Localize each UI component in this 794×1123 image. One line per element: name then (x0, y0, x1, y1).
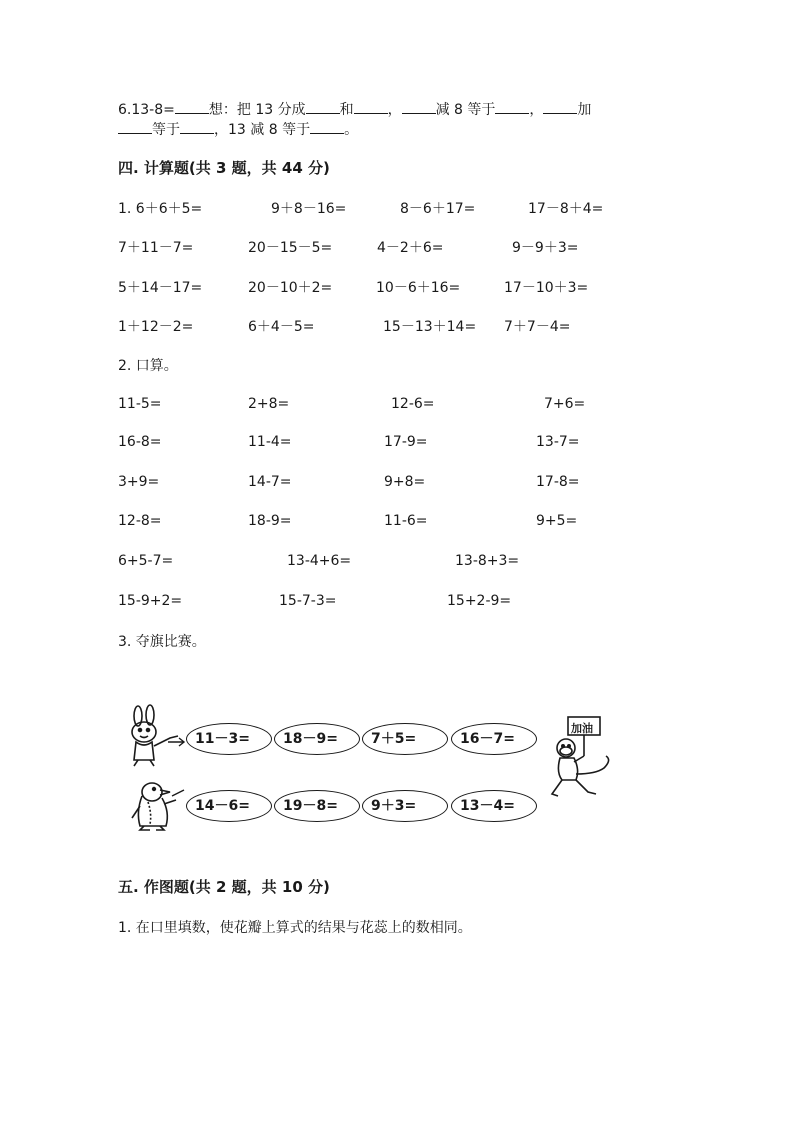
calc2-item: 9+8= (384, 474, 426, 490)
answer-blank[interactable] (543, 101, 577, 114)
oval-equation: 7＋5= (371, 731, 417, 747)
calc1-item: 15－13＋14= (383, 319, 477, 335)
calc1-item: 17－10＋3= (504, 280, 589, 296)
oval-equation: 9＋3= (371, 798, 417, 814)
answer-blank[interactable] (175, 101, 209, 114)
race-oval (186, 790, 272, 822)
calc1-item: 9－9＋3= (512, 240, 579, 256)
race-oval (362, 790, 448, 822)
calc1-item: 9＋8－16= (271, 201, 347, 217)
section-title: 五. 作图题(共 2 题，共 10 分) (118, 878, 330, 896)
calc1-item: 1. 6＋6＋5= (118, 201, 203, 217)
calc2-item: 14-7= (248, 474, 292, 490)
calc2-item: 12-8= (118, 513, 162, 529)
calc1-item: 7＋11－7= (118, 240, 194, 256)
calc2-item: 16-8= (118, 434, 162, 450)
oval-equation: 16－7= (460, 731, 515, 747)
question-title: 2. 口算。 (118, 358, 178, 374)
answer-blank[interactable] (354, 101, 388, 114)
q6-text: 。 (344, 122, 359, 138)
answer-blank[interactable] (180, 121, 214, 134)
calc2-item: 18-9= (248, 513, 292, 529)
penguin-illustration (128, 778, 184, 832)
answer-blank[interactable] (495, 101, 529, 114)
race-oval (362, 723, 448, 755)
race-oval (451, 790, 537, 822)
q6-line2 (118, 119, 358, 139)
calc2-item: 17-9= (384, 434, 428, 450)
calc2-item: 6+5-7= (118, 553, 174, 569)
calc2-item: 2+8= (248, 396, 290, 412)
rabbit-illustration (126, 706, 182, 768)
calc2-item: 11-5= (118, 396, 162, 412)
calc1-item: 4－2＋6= (377, 240, 444, 256)
calc2-item: 15-7-3= (279, 593, 337, 609)
calc1-item: 10－6＋16= (376, 280, 461, 296)
calc2-item: 3+9= (118, 474, 160, 490)
q6-text: ， (529, 102, 544, 118)
answer-blank[interactable] (310, 121, 344, 134)
q6-text: ， (387, 102, 402, 118)
q6-line1 (118, 99, 591, 119)
q6-text: 6.13-8= (118, 102, 175, 118)
q6-text: 想：把 13 分成 (208, 102, 306, 118)
calc2-item: 17-8= (536, 474, 580, 490)
calc1-item: 1＋12－2= (118, 319, 194, 335)
calc1-item: 20－10＋2= (248, 280, 333, 296)
calc2-item: 13-4+6= (287, 553, 352, 569)
oval-equation: 11－3= (195, 731, 250, 747)
oval-equation: 14－6= (195, 798, 250, 814)
calc2-item: 7+6= (544, 396, 586, 412)
question-title: 3. 夺旗比赛。 (118, 634, 206, 650)
race-oval (274, 723, 360, 755)
q6-text: 加 (577, 102, 592, 118)
race-oval (186, 723, 272, 755)
calc2-item: 13-8+3= (455, 553, 520, 569)
answer-blank[interactable] (118, 121, 152, 134)
arrow-icon (168, 738, 184, 746)
calc1-item: 6＋4－5= (248, 319, 315, 335)
answer-blank[interactable] (402, 101, 436, 114)
calc1-item: 7＋7－4= (504, 319, 571, 335)
q6-text: 和 (339, 102, 354, 118)
race-oval (274, 790, 360, 822)
arrow-icon (172, 788, 184, 798)
calc2-item: 15+2-9= (447, 593, 512, 609)
calc2-item: 11-6= (384, 513, 428, 529)
oval-equation: 18－9= (283, 731, 338, 747)
race-oval (451, 723, 537, 755)
calc2-item: 13-7= (536, 434, 580, 450)
calc1-item: 17－8＋4= (528, 201, 604, 217)
q6-text: 减 8 等于 (435, 102, 496, 118)
calc2-item: 11-4= (248, 434, 292, 450)
q6-text: ，13 减 8 等于 (214, 122, 311, 138)
answer-blank[interactable] (306, 101, 340, 114)
calc1-item: 8－6＋17= (400, 201, 476, 217)
question-text: 1. 在口里填数，使花瓣上算式的结果与花蕊上的数相同。 (118, 920, 472, 936)
calc1-item: 20－15－5= (248, 240, 333, 256)
calc2-item: 9+5= (536, 513, 578, 529)
calc2-item: 15-9+2= (118, 593, 183, 609)
oval-equation: 13－4= (460, 798, 515, 814)
q6-text: 等于 (152, 122, 180, 138)
oval-equation: 19－8= (283, 798, 338, 814)
calc1-item: 5＋14－17= (118, 280, 203, 296)
calc2-item: 12-6= (391, 396, 435, 412)
section-title: 四. 计算题(共 3 题，共 44 分) (118, 159, 330, 177)
flag-sign-label: 加油 (571, 722, 593, 735)
